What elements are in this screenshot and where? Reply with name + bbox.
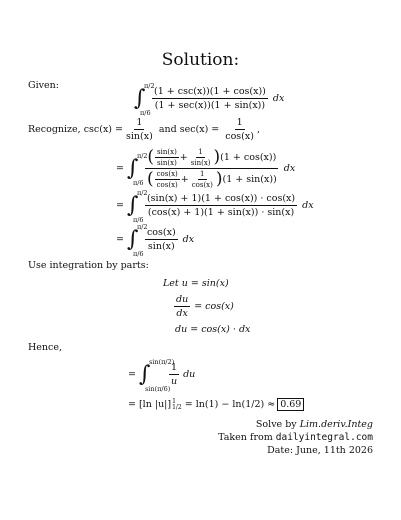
integral-sign: ∫ π/2 π/6 (134, 81, 155, 117)
hence-label: Hence, (28, 342, 62, 353)
recognize-text: Recognize, csc(x) = (28, 124, 123, 135)
solve-by-line: Solve by Lim.deriv.Integ (255, 419, 373, 430)
integral-sign: ∫ sin(π/2) sin(π/6) (138, 357, 175, 393)
let-u: Let u = sin(x) (163, 278, 229, 289)
parts-label: Use integration by parts: (28, 260, 149, 271)
given-integral (134, 81, 285, 117)
step2-line: = ∫ π/2 π/6 $\frac{(\sin(x) + 1)(1 + \cos(x)) \cdot \cos(x)}{(\cos(x) + 1)(1 + \sin(x)) \cdot \sin(x)}$ dx (116, 188, 314, 224)
dx: dx (272, 93, 285, 104)
csc-fraction: $\frac{1}{\sin(x)}$ (126, 117, 153, 142)
integral-sign: ∫ π/2 π/6 (126, 222, 148, 258)
step2-fraction: $\frac{(\sin(x) + 1)(1 + \cos(x)) \cdot \cos(x)}{(\cos(x) + 1)(1 + \sin(x)) \cdot \sin(x)}$ (146, 193, 296, 218)
substituted-integral: = ∫ sin(π/2) sin(π/6) $\frac{1}{u}$ du (128, 357, 196, 393)
and-sec-text: and sec(x) = (158, 124, 220, 135)
step3-fraction: $\frac{\cos(x)}{\sin(x)}$ (146, 227, 176, 252)
recognize-line: Recognize, csc(x) = $\frac{1}{\sin(x)}$ and sec(x) = $\frac{1}{\cos(x)}$ , (28, 117, 260, 142)
step3-line: = ∫ π/2 π/6 $\frac{\cos(x)}{\sin(x)}$ dx (116, 222, 195, 258)
integral-sign: ∫ π/2 π/6 (126, 188, 148, 224)
answer-box: 0.69 (277, 398, 304, 411)
final-line: = [ln |u|] 1 1/2 = ln(1) − ln(1/2) ≈ 0.69 (128, 398, 304, 411)
du-dx-line: $\frac{du}{dx}$ = cos(x) (176, 294, 234, 319)
given-fraction: $\frac{(1 + \csc(x))(1 + \cos(x))}{(1 + \sec(x))(1 + \sin(x))}$ (154, 86, 266, 111)
source-line: Taken from dailyintegral.com (218, 432, 373, 443)
du-equation: du = cos(x) · dx (175, 324, 251, 335)
given-label: Given: (28, 80, 59, 91)
step1-fraction: ( $\frac{\sin(x)}{\sin(x)}$ + $\frac{1}{\sin(x)}$ ) (1 + cos(x)) ( $\frac{\cos(x)}{\cos(x)}$ + $\frac{1}{\cos(x)}$ ) (1 + sin(x)) (146, 147, 277, 189)
date-line: Date: June, 11th 2026 (267, 445, 373, 456)
integral-sign: ∫ π/2 π/6 (126, 151, 148, 187)
sec-fraction: $\frac{1}{\cos(x)}$ (225, 117, 254, 142)
page-title: Solution: (161, 50, 240, 70)
step1-line: = ∫ π/2 π/6 ( $\frac{\sin(x)}{\sin(x)}$ + $\frac{1}{\sin(x)}$ ) (1 + cos(x)) ( $\frac{\cos(x)}{\cos(x)}$ + $\frac{1}{\cos(x)}$ ) (1 + sin(x)) dx (116, 147, 296, 189)
